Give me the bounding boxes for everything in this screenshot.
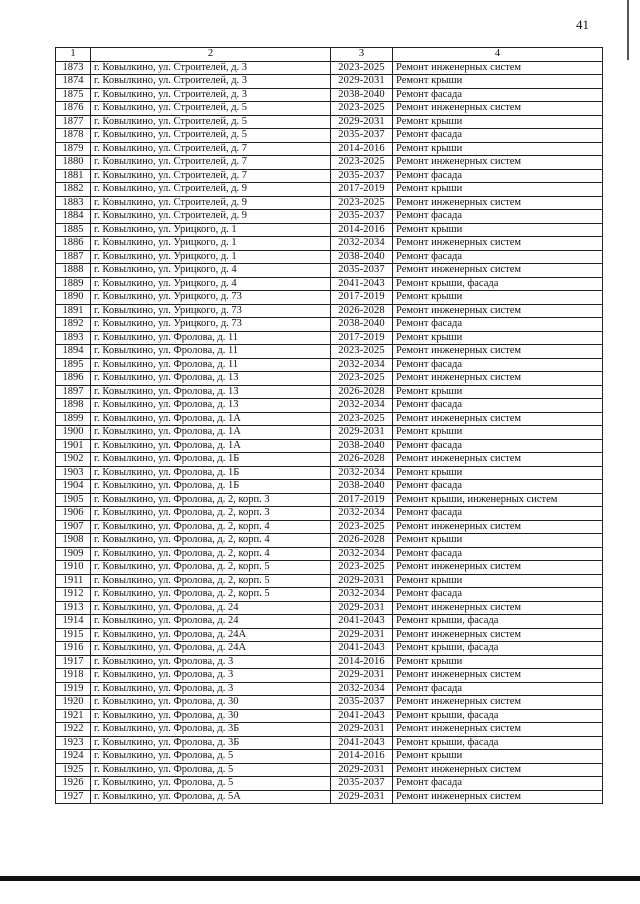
- table-row: [56, 210, 603, 224]
- address-cell: г. Ковылкино, ул. Фролова, д. 24: [91, 601, 331, 615]
- table-row: [56, 520, 603, 534]
- row-number: 1924: [56, 750, 91, 764]
- address-cell: г. Ковылкино, ул. Урицкого, д. 1: [91, 223, 331, 237]
- work-type-cell: Ремонт крыши, фасада: [393, 709, 603, 723]
- work-type-cell: Ремонт крыши: [393, 655, 603, 669]
- address-cell: г. Ковылкино, ул. Урицкого, д. 4: [91, 277, 331, 291]
- address-cell: г. Ковылкино, ул. Фролова, д. 13: [91, 372, 331, 386]
- work-type-cell: Ремонт крыши: [393, 331, 603, 345]
- address-cell: г. Ковылкино, ул. Урицкого, д. 1: [91, 250, 331, 264]
- period-cell: 2023-2025: [331, 196, 393, 210]
- table-row: [56, 426, 603, 440]
- table-row: [56, 709, 603, 723]
- work-type-cell: Ремонт инженерных систем: [393, 561, 603, 575]
- row-number: 1876: [56, 102, 91, 116]
- work-type-cell: Ремонт инженерных систем: [393, 264, 603, 278]
- row-number: 1885: [56, 223, 91, 237]
- period-cell: 2035-2037: [331, 264, 393, 278]
- table-row: [56, 601, 603, 615]
- work-type-cell: Ремонт фасада: [393, 358, 603, 372]
- row-number: 1904: [56, 480, 91, 494]
- work-type-cell: Ремонт крыши: [393, 291, 603, 305]
- table-row: [56, 318, 603, 332]
- address-cell: г. Ковылкино, ул. Строителей, д. 7: [91, 156, 331, 170]
- period-cell: 2035-2037: [331, 777, 393, 791]
- work-type-cell: Ремонт инженерных систем: [393, 669, 603, 683]
- address-cell: г. Ковылкино, ул. Фролова, д. 11: [91, 358, 331, 372]
- row-number: 1888: [56, 264, 91, 278]
- address-cell: г. Ковылкино, ул. Фролова, д. 5: [91, 750, 331, 764]
- work-type-cell: Ремонт инженерных систем: [393, 453, 603, 467]
- period-cell: 2029-2031: [331, 628, 393, 642]
- column-header-work-type: 4: [393, 48, 603, 62]
- work-type-cell: Ремонт инженерных систем: [393, 61, 603, 75]
- address-cell: г. Ковылкино, ул. Строителей, д. 5: [91, 102, 331, 116]
- page-number: 41: [576, 17, 589, 32]
- row-number: 1898: [56, 399, 91, 413]
- address-cell: г. Ковылкино, ул. Урицкого, д. 1: [91, 237, 331, 251]
- table-row: [56, 750, 603, 764]
- work-type-cell: Ремонт крыши, инженерных систем: [393, 493, 603, 507]
- work-type-cell: Ремонт фасада: [393, 318, 603, 332]
- period-cell: 2029-2031: [331, 723, 393, 737]
- table-row: [56, 790, 603, 804]
- period-cell: 2017-2019: [331, 493, 393, 507]
- work-type-cell: Ремонт инженерных систем: [393, 723, 603, 737]
- work-type-cell: Ремонт фасада: [393, 682, 603, 696]
- table-row: [56, 399, 603, 413]
- period-cell: 2029-2031: [331, 115, 393, 129]
- table-row: [56, 642, 603, 656]
- address-cell: г. Ковылкино, ул. Фролова, д. 2, корп. 3: [91, 493, 331, 507]
- address-cell: г. Ковылкино, ул. Фролова, д. 24А: [91, 642, 331, 656]
- work-type-cell: Ремонт инженерных систем: [393, 345, 603, 359]
- period-cell: 2029-2031: [331, 763, 393, 777]
- period-cell: 2032-2034: [331, 358, 393, 372]
- column-header-number: 1: [56, 48, 91, 62]
- period-cell: 2032-2034: [331, 237, 393, 251]
- table-row: [56, 102, 603, 116]
- address-cell: г. Ковылкино, ул. Строителей, д. 9: [91, 183, 331, 197]
- table-row: [56, 480, 603, 494]
- address-cell: г. Ковылкино, ул. Фролова, д. 30: [91, 696, 331, 710]
- work-type-cell: Ремонт крыши, фасада: [393, 615, 603, 629]
- address-cell: г. Ковылкино, ул. Фролова, д. 1Б: [91, 466, 331, 480]
- work-type-cell: Ремонт инженерных систем: [393, 520, 603, 534]
- row-number: 1927: [56, 790, 91, 804]
- work-type-cell: Ремонт фасада: [393, 507, 603, 521]
- work-type-cell: Ремонт инженерных систем: [393, 412, 603, 426]
- period-cell: 2029-2031: [331, 426, 393, 440]
- period-cell: 2032-2034: [331, 399, 393, 413]
- table-row: [56, 142, 603, 156]
- address-cell: г. Ковылкино, ул. Фролова, д. 5А: [91, 790, 331, 804]
- table-row: [56, 304, 603, 318]
- address-cell: г. Ковылкино, ул. Фролова, д. 11: [91, 331, 331, 345]
- row-number: 1894: [56, 345, 91, 359]
- table-row: [56, 763, 603, 777]
- table-row: [56, 493, 603, 507]
- table-row: [56, 61, 603, 75]
- row-number: 1910: [56, 561, 91, 575]
- table-row: [56, 115, 603, 129]
- period-cell: 2038-2040: [331, 439, 393, 453]
- row-number: 1889: [56, 277, 91, 291]
- period-cell: 2029-2031: [331, 601, 393, 615]
- row-number: 1900: [56, 426, 91, 440]
- row-number: 1896: [56, 372, 91, 386]
- column-header-address: 2: [91, 48, 331, 62]
- period-cell: 2023-2025: [331, 102, 393, 116]
- row-number: 1897: [56, 385, 91, 399]
- row-number: 1921: [56, 709, 91, 723]
- work-type-cell: Ремонт крыши: [393, 223, 603, 237]
- work-type-cell: Ремонт фасада: [393, 777, 603, 791]
- address-cell: г. Ковылкино, ул. Фролова, д. 13: [91, 385, 331, 399]
- address-cell: г. Ковылкино, ул. Урицкого, д. 4: [91, 264, 331, 278]
- address-cell: г. Ковылкино, ул. Строителей, д. 9: [91, 210, 331, 224]
- period-cell: 2014-2016: [331, 655, 393, 669]
- table-row: [56, 372, 603, 386]
- row-number: 1908: [56, 534, 91, 548]
- work-type-cell: Ремонт крыши, фасада: [393, 642, 603, 656]
- work-type-cell: Ремонт инженерных систем: [393, 237, 603, 251]
- period-cell: 2026-2028: [331, 304, 393, 318]
- address-cell: г. Ковылкино, ул. Фролова, д. 11: [91, 345, 331, 359]
- repair-schedule-table: [55, 47, 603, 804]
- row-number: 1911: [56, 574, 91, 588]
- address-cell: г. Ковылкино, ул. Фролова, д. 1А: [91, 412, 331, 426]
- period-cell: 2023-2025: [331, 156, 393, 170]
- row-number: 1915: [56, 628, 91, 642]
- table-row: [56, 723, 603, 737]
- row-number: 1873: [56, 61, 91, 75]
- period-cell: 2026-2028: [331, 385, 393, 399]
- address-cell: г. Ковылкино, ул. Фролова, д. 1Б: [91, 453, 331, 467]
- row-number: 1913: [56, 601, 91, 615]
- address-cell: г. Ковылкино, ул. Фролова, д. 3: [91, 655, 331, 669]
- period-cell: 2041-2043: [331, 736, 393, 750]
- table-row: [56, 547, 603, 561]
- period-cell: 2029-2031: [331, 790, 393, 804]
- period-cell: 2032-2034: [331, 588, 393, 602]
- work-type-cell: Ремонт инженерных систем: [393, 790, 603, 804]
- period-cell: 2035-2037: [331, 169, 393, 183]
- work-type-cell: Ремонт крыши: [393, 115, 603, 129]
- period-cell: 2032-2034: [331, 507, 393, 521]
- table-row: [56, 183, 603, 197]
- address-cell: г. Ковылкино, ул. Фролова, д. 2, корп. 5: [91, 561, 331, 575]
- table-row: [56, 331, 603, 345]
- address-cell: г. Ковылкино, ул. Строителей, д. 9: [91, 196, 331, 210]
- work-type-cell: Ремонт крыши, фасада: [393, 277, 603, 291]
- work-type-cell: Ремонт инженерных систем: [393, 763, 603, 777]
- row-number: 1902: [56, 453, 91, 467]
- work-type-cell: Ремонт фасада: [393, 169, 603, 183]
- address-cell: г. Ковылкино, ул. Строителей, д. 5: [91, 115, 331, 129]
- work-type-cell: Ремонт фасада: [393, 480, 603, 494]
- work-type-cell: Ремонт крыши: [393, 750, 603, 764]
- address-cell: г. Ковылкино, ул. Фролова, д. 3: [91, 669, 331, 683]
- column-header-period: 3: [331, 48, 393, 62]
- table-row: [56, 196, 603, 210]
- period-cell: 2023-2025: [331, 345, 393, 359]
- row-number: 1899: [56, 412, 91, 426]
- period-cell: 2038-2040: [331, 318, 393, 332]
- table-row: [56, 615, 603, 629]
- row-number: 1877: [56, 115, 91, 129]
- row-number: 1922: [56, 723, 91, 737]
- period-cell: 2029-2031: [331, 75, 393, 89]
- address-cell: г. Ковылкино, ул. Строителей, д. 7: [91, 142, 331, 156]
- address-cell: г. Ковылкино, ул. Фролова, д. 13: [91, 399, 331, 413]
- work-type-cell: Ремонт крыши, фасада: [393, 736, 603, 750]
- work-type-cell: Ремонт фасада: [393, 210, 603, 224]
- table-row: [56, 736, 603, 750]
- row-number: 1914: [56, 615, 91, 629]
- address-cell: г. Ковылкино, ул. Строителей, д. 3: [91, 61, 331, 75]
- address-cell: г. Ковылкино, ул. Фролова, д. 24А: [91, 628, 331, 642]
- table-row: [56, 385, 603, 399]
- row-number: 1893: [56, 331, 91, 345]
- table-row: [56, 453, 603, 467]
- table-row: [56, 277, 603, 291]
- work-type-cell: Ремонт фасада: [393, 399, 603, 413]
- period-cell: 2035-2037: [331, 696, 393, 710]
- table-row: [56, 169, 603, 183]
- period-cell: 2026-2028: [331, 534, 393, 548]
- work-type-cell: Ремонт фасада: [393, 547, 603, 561]
- period-cell: 2032-2034: [331, 466, 393, 480]
- row-number: 1920: [56, 696, 91, 710]
- address-cell: г. Ковылкино, ул. Фролова, д. 1Б: [91, 480, 331, 494]
- row-number: 1925: [56, 763, 91, 777]
- address-cell: г. Ковылкино, ул. Фролова, д. 2, корп. 3: [91, 507, 331, 521]
- table-row: [56, 628, 603, 642]
- address-cell: г. Ковылкино, ул. Фролова, д. 3Б: [91, 736, 331, 750]
- period-cell: 2023-2025: [331, 412, 393, 426]
- row-number: 1916: [56, 642, 91, 656]
- row-number: 1907: [56, 520, 91, 534]
- work-type-cell: Ремонт инженерных систем: [393, 628, 603, 642]
- row-number: 1905: [56, 493, 91, 507]
- row-number: 1874: [56, 75, 91, 89]
- period-cell: 2038-2040: [331, 88, 393, 102]
- table-row: [56, 574, 603, 588]
- address-cell: г. Ковылкино, ул. Фролова, д. 1А: [91, 439, 331, 453]
- table-row: [56, 696, 603, 710]
- table-row: [56, 156, 603, 170]
- period-cell: 2023-2025: [331, 372, 393, 386]
- period-cell: 2038-2040: [331, 480, 393, 494]
- row-number: 1892: [56, 318, 91, 332]
- work-type-cell: Ремонт фасада: [393, 129, 603, 143]
- row-number: 1884: [56, 210, 91, 224]
- address-cell: г. Ковылкино, ул. Урицкого, д. 73: [91, 304, 331, 318]
- address-cell: г. Ковылкино, ул. Строителей, д. 3: [91, 88, 331, 102]
- table-row: [56, 466, 603, 480]
- address-cell: г. Ковылкино, ул. Фролова, д. 1А: [91, 426, 331, 440]
- table-row: [56, 129, 603, 143]
- address-cell: г. Ковылкино, ул. Урицкого, д. 73: [91, 291, 331, 305]
- work-type-cell: Ремонт инженерных систем: [393, 196, 603, 210]
- period-cell: 2032-2034: [331, 682, 393, 696]
- period-cell: 2041-2043: [331, 277, 393, 291]
- address-cell: г. Ковылкино, ул. Фролова, д. 2, корп. 5: [91, 588, 331, 602]
- row-number: 1879: [56, 142, 91, 156]
- header-row: [56, 48, 603, 62]
- row-number: 1881: [56, 169, 91, 183]
- address-cell: г. Ковылкино, ул. Фролова, д. 2, корп. 4: [91, 534, 331, 548]
- table-row: [56, 561, 603, 575]
- period-cell: 2023-2025: [331, 561, 393, 575]
- work-type-cell: Ремонт инженерных систем: [393, 156, 603, 170]
- address-cell: г. Ковылкино, ул. Фролова, д. 5: [91, 763, 331, 777]
- table-row: [56, 223, 603, 237]
- work-type-cell: Ремонт крыши: [393, 75, 603, 89]
- table-row: [56, 88, 603, 102]
- table-row: [56, 682, 603, 696]
- row-number: 1891: [56, 304, 91, 318]
- row-number: 1878: [56, 129, 91, 143]
- row-number: 1883: [56, 196, 91, 210]
- work-type-cell: Ремонт фасада: [393, 250, 603, 264]
- table-row: [56, 534, 603, 548]
- row-number: 1923: [56, 736, 91, 750]
- scan-edge-mark: [627, 0, 629, 60]
- page-bottom-bar: [0, 876, 640, 881]
- period-cell: 2017-2019: [331, 331, 393, 345]
- work-type-cell: Ремонт фасада: [393, 439, 603, 453]
- address-cell: г. Ковылкино, ул. Фролова, д. 2, корп. 4: [91, 520, 331, 534]
- period-cell: 2035-2037: [331, 210, 393, 224]
- period-cell: 2014-2016: [331, 750, 393, 764]
- row-number: 1918: [56, 669, 91, 683]
- work-type-cell: Ремонт инженерных систем: [393, 372, 603, 386]
- work-type-cell: Ремонт крыши: [393, 142, 603, 156]
- table-row: [56, 291, 603, 305]
- period-cell: 2017-2019: [331, 291, 393, 305]
- row-number: 1875: [56, 88, 91, 102]
- work-type-cell: Ремонт крыши: [393, 183, 603, 197]
- address-cell: г. Ковылкино, ул. Фролова, д. 2, корп. 5: [91, 574, 331, 588]
- address-cell: г. Ковылкино, ул. Фролова, д. 3Б: [91, 723, 331, 737]
- row-number: 1919: [56, 682, 91, 696]
- row-number: 1926: [56, 777, 91, 791]
- address-cell: г. Ковылкино, ул. Урицкого, д. 73: [91, 318, 331, 332]
- table-row: [56, 655, 603, 669]
- address-cell: г. Ковылкино, ул. Строителей, д. 3: [91, 75, 331, 89]
- address-cell: г. Ковылкино, ул. Строителей, д. 7: [91, 169, 331, 183]
- address-cell: г. Ковылкино, ул. Строителей, д. 5: [91, 129, 331, 143]
- table-row: [56, 250, 603, 264]
- row-number: 1890: [56, 291, 91, 305]
- address-cell: г. Ковылкино, ул. Фролова, д. 3: [91, 682, 331, 696]
- period-cell: 2014-2016: [331, 142, 393, 156]
- table-body: [56, 61, 603, 804]
- row-number: 1886: [56, 237, 91, 251]
- table-row: [56, 237, 603, 251]
- period-cell: 2023-2025: [331, 61, 393, 75]
- row-number: 1887: [56, 250, 91, 264]
- period-cell: 2041-2043: [331, 709, 393, 723]
- row-number: 1882: [56, 183, 91, 197]
- work-type-cell: Ремонт инженерных систем: [393, 304, 603, 318]
- row-number: 1917: [56, 655, 91, 669]
- table-row: [56, 264, 603, 278]
- address-cell: г. Ковылкино, ул. Фролова, д. 5: [91, 777, 331, 791]
- period-cell: 2029-2031: [331, 669, 393, 683]
- address-cell: г. Ковылкино, ул. Фролова, д. 24: [91, 615, 331, 629]
- period-cell: 2032-2034: [331, 547, 393, 561]
- row-number: 1901: [56, 439, 91, 453]
- work-type-cell: Ремонт инженерных систем: [393, 102, 603, 116]
- row-number: 1880: [56, 156, 91, 170]
- work-type-cell: Ремонт крыши: [393, 466, 603, 480]
- period-cell: 2017-2019: [331, 183, 393, 197]
- table-row: [56, 412, 603, 426]
- period-cell: 2041-2043: [331, 642, 393, 656]
- period-cell: 2014-2016: [331, 223, 393, 237]
- table-row: [56, 669, 603, 683]
- work-type-cell: Ремонт крыши: [393, 574, 603, 588]
- row-number: 1909: [56, 547, 91, 561]
- table-row: [56, 777, 603, 791]
- work-type-cell: Ремонт крыши: [393, 385, 603, 399]
- period-cell: 2035-2037: [331, 129, 393, 143]
- address-cell: г. Ковылкино, ул. Фролова, д. 2, корп. 4: [91, 547, 331, 561]
- work-type-cell: Ремонт инженерных систем: [393, 696, 603, 710]
- table-row: [56, 588, 603, 602]
- table-row: [56, 439, 603, 453]
- period-cell: 2038-2040: [331, 250, 393, 264]
- address-cell: г. Ковылкино, ул. Фролова, д. 30: [91, 709, 331, 723]
- work-type-cell: Ремонт фасада: [393, 588, 603, 602]
- row-number: 1895: [56, 358, 91, 372]
- table-row: [56, 358, 603, 372]
- period-cell: 2026-2028: [331, 453, 393, 467]
- table-row: [56, 507, 603, 521]
- row-number: 1912: [56, 588, 91, 602]
- work-type-cell: Ремонт фасада: [393, 88, 603, 102]
- period-cell: 2041-2043: [331, 615, 393, 629]
- work-type-cell: Ремонт крыши: [393, 534, 603, 548]
- work-type-cell: Ремонт инженерных систем: [393, 601, 603, 615]
- work-type-cell: Ремонт крыши: [393, 426, 603, 440]
- row-number: 1906: [56, 507, 91, 521]
- table-row: [56, 75, 603, 89]
- table-row: [56, 345, 603, 359]
- period-cell: 2029-2031: [331, 574, 393, 588]
- row-number: 1903: [56, 466, 91, 480]
- period-cell: 2023-2025: [331, 520, 393, 534]
